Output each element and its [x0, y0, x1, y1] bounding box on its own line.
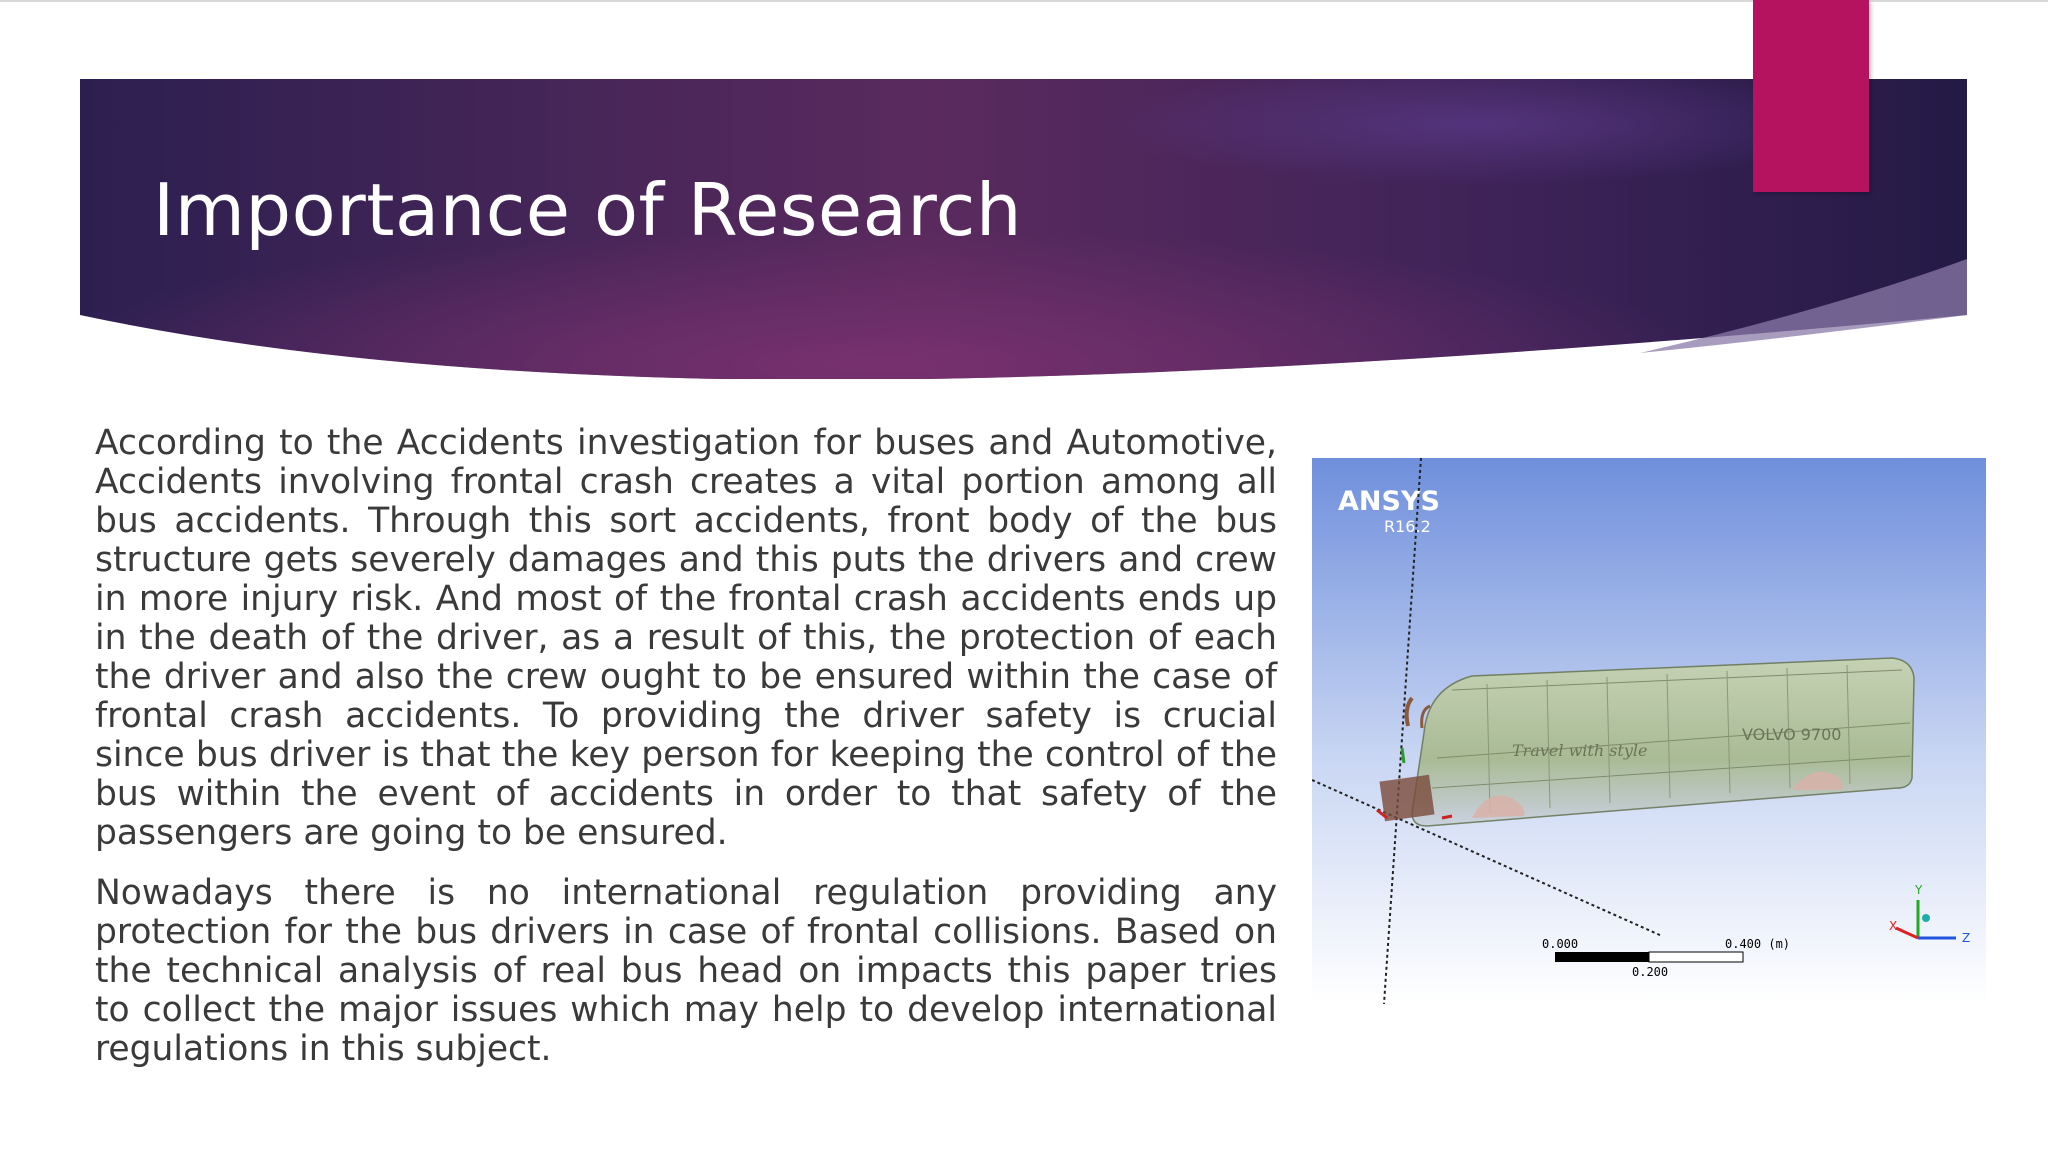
bus-brand-text: VOLVO 9700 — [1742, 725, 1842, 744]
bus-script-text: Travel with style — [1512, 741, 1648, 760]
axis-z-label: Z — [1962, 931, 1971, 945]
accent-tab — [1753, 0, 1869, 192]
top-rule — [0, 0, 2048, 2]
axis-y-label: Y — [1915, 883, 1923, 897]
ansys-logo: ANSYS — [1338, 486, 1440, 517]
body-text — [95, 424, 1277, 1090]
slide-title: Importance of Research — [153, 168, 1023, 252]
scale-end-label: 0.400 (m) — [1725, 937, 1791, 951]
scale-mid-label: 0.200 — [1632, 965, 1669, 979]
ansys-bus-model-figure — [1312, 458, 1986, 1004]
axis-x-label: X — [1889, 919, 1898, 933]
scale-start-label: 0.000 — [1542, 937, 1579, 951]
paragraph-1: According to the Accidents investigation for buses and Automotive, Accidents involving frontal crash creates a vital portion among all bus accidents. Through this sort accidents, front body of the bus structure gets severely damages and this puts the drivers and crew in more injury risk. And most of the frontal crash accidents ends up in the death of the driver, as a result of this, the protection of each the driver and also the crew ought to be ensured within the case of frontal crash accidents. To providing the driver safety is crucial since bus driver is that the key person for keeping the control of the bus within the event of accidents in order to that safety of the passengers are going to be ensured. — [95, 423, 1277, 853]
ansys-version: R16.2 — [1384, 517, 1431, 536]
paragraph-2: Nowadays there is no international regulation providing any protection for the bus drivers in case of frontal collisions. Based on the technical analysis of real bus head on impacts this paper tries to collect the major issues which may help to develop international regulations in this subject. — [95, 873, 1277, 1069]
